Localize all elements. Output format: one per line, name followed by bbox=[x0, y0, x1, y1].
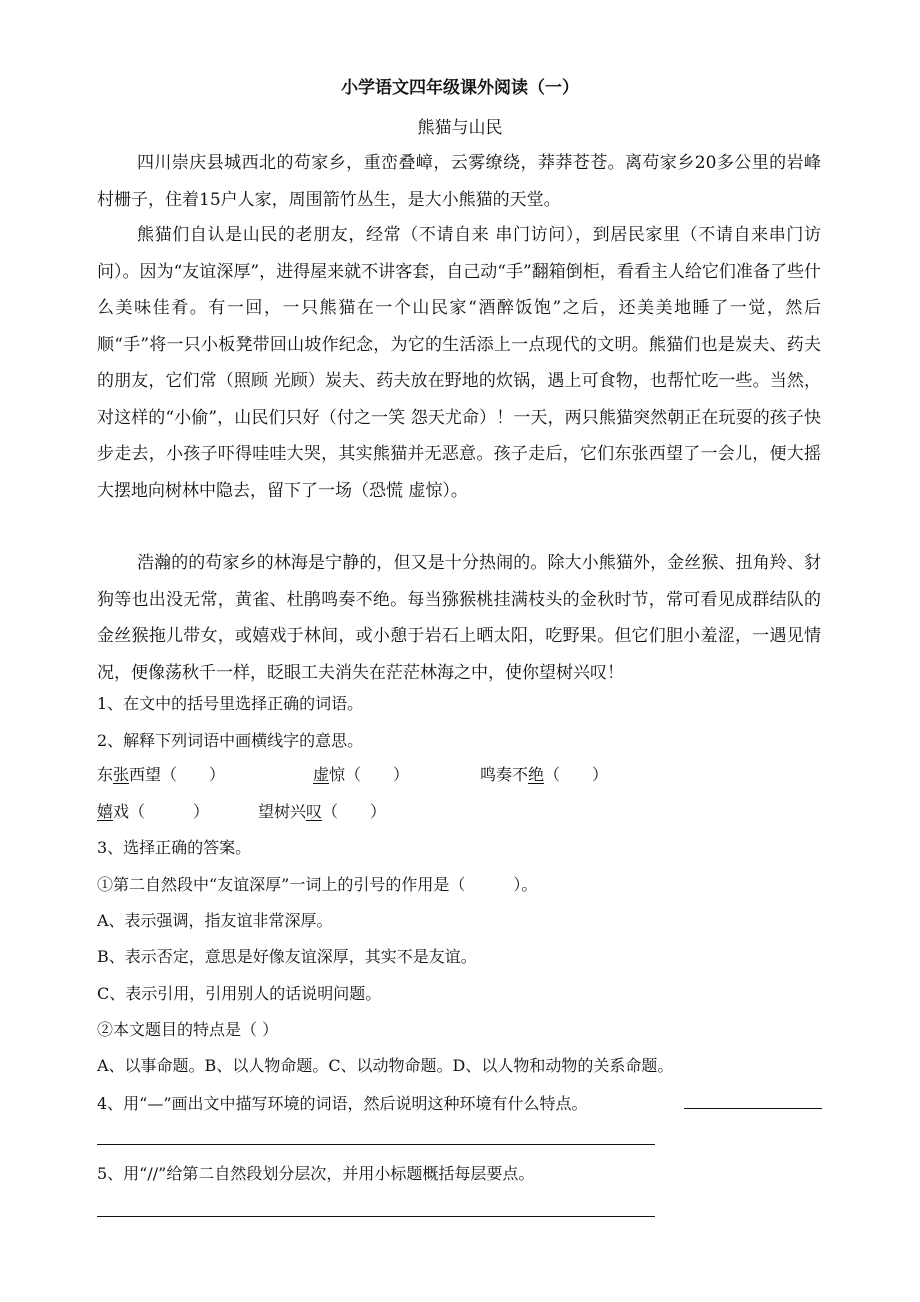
answer-line-5[interactable] bbox=[97, 1216, 655, 1217]
underlined-char: 张 bbox=[113, 765, 130, 784]
option-c: C、表示引用，引用别人的话说明问题。 bbox=[97, 984, 382, 1003]
paragraph-1: 四川崇庆县城西北的苟家乡，重峦叠嶂，云雾缭绕，莽莽苍苍。离苟家乡20多公里的岩峰村栅子，住着15户人家，周围箭竹丛生，是大小熊猫的天堂。 bbox=[97, 153, 821, 210]
word-item-5: 望树兴叹（ ） bbox=[258, 802, 387, 821]
word-item-4: 嬉戏（ ） bbox=[97, 802, 210, 821]
underlined-char: 叹 bbox=[306, 802, 323, 821]
underlined-char: 绝 bbox=[528, 765, 545, 784]
question-2: 2、解释下列词语中画横线字的意思。 bbox=[97, 731, 364, 750]
answer-line-4a[interactable] bbox=[684, 1108, 822, 1109]
question-4: 4、用“—”画出文中描写环境的词语，然后说明这种环境有什么特点。 bbox=[97, 1094, 588, 1113]
word-item-3: 鸣奏不绝（ ） bbox=[480, 765, 609, 784]
page-title: 小学语文四年级课外阅读（一） bbox=[341, 78, 579, 98]
word-item-2: 虚惊（ ） bbox=[313, 765, 410, 784]
question-3: 3、选择正确的答案。 bbox=[97, 838, 252, 857]
question-1: 1、在文中的括号里选择正确的词语。 bbox=[97, 694, 364, 713]
underlined-char: 嬉 bbox=[97, 802, 114, 821]
option-b: B、表示否定，意思是好像友谊深厚，其实不是友谊。 bbox=[97, 947, 477, 966]
underlined-char: 虚 bbox=[313, 765, 330, 784]
answer-line-4b[interactable] bbox=[97, 1144, 655, 1145]
paragraph-2: 熊猫们自认是山民的老朋友，经常（不请自来 串门访问），到居民家里（不请自来串门访问）。因为“友谊深厚”，进得屋来就不讲客套，自己动“手”翻箱倒柜，看看主人给它们准备了些什么美味佳肴。有一回，一只熊猫在一个山民家“酒醉饭饱”之后，还美美地睡了一觉，然后顺“手”将一只小板凳带回山坡作纪念，为它的生活添上一点现代的文明。熊猫们也是炭夫、药夫的朋友，它们常（照顾 光顾）炭夫、药夫放在野地的炊锅，遇上可食物，也帮忙吃一些。当然，对这样的“小偷”，山民们只好（付之一笑 怨天尤命）！一天，两只熊猫突然朝正在玩耍的孩子快步走去，小孩子吓得哇哇大哭，其实熊猫并无恶意。孩子走后，它们东张西望了一会儿，便大摇大摆地向树林中隐去，留下了一场（恐慌 虚惊）。 bbox=[97, 225, 821, 501]
paragraph-3: 浩瀚的的苟家乡的林海是宁静的，但又是十分热闹的。除大小熊猫外，金丝猴、扭角羚、豺狗等也出没无常，黄雀、杜鹃鸣奏不绝。每当猕猴桃挂满枝头的金秋时节，常可看见成群结队的金丝猴拖儿带女，或嬉戏于林间，或小憩于岩石上晒太阳，吃野果。但它们胆小羞涩，一遇见情况，便像荡秋千一样，眨眼工夫消失在茫茫林海之中，使你望树兴叹！ bbox=[97, 553, 821, 683]
word-item-1: 东张西望（ ） bbox=[97, 765, 226, 784]
question-3-2-options: A、以事命题。B、以人物命题。C、以动物命题。D、以人物和动物的关系命题。 bbox=[97, 1056, 674, 1075]
question-5: 5、用“//”给第二自然段划分层次，并用小标题概括每层要点。 bbox=[97, 1164, 535, 1183]
article-title: 熊猫与山民 bbox=[417, 118, 503, 138]
question-3-2: ②本文题目的特点是（ ） bbox=[97, 1020, 279, 1039]
question-3-1: ①第二自然段中“友谊深厚”一词上的引号的作用是（ ）。 bbox=[97, 875, 538, 894]
option-a: A、表示强调，指友谊非常深厚。 bbox=[97, 911, 333, 930]
